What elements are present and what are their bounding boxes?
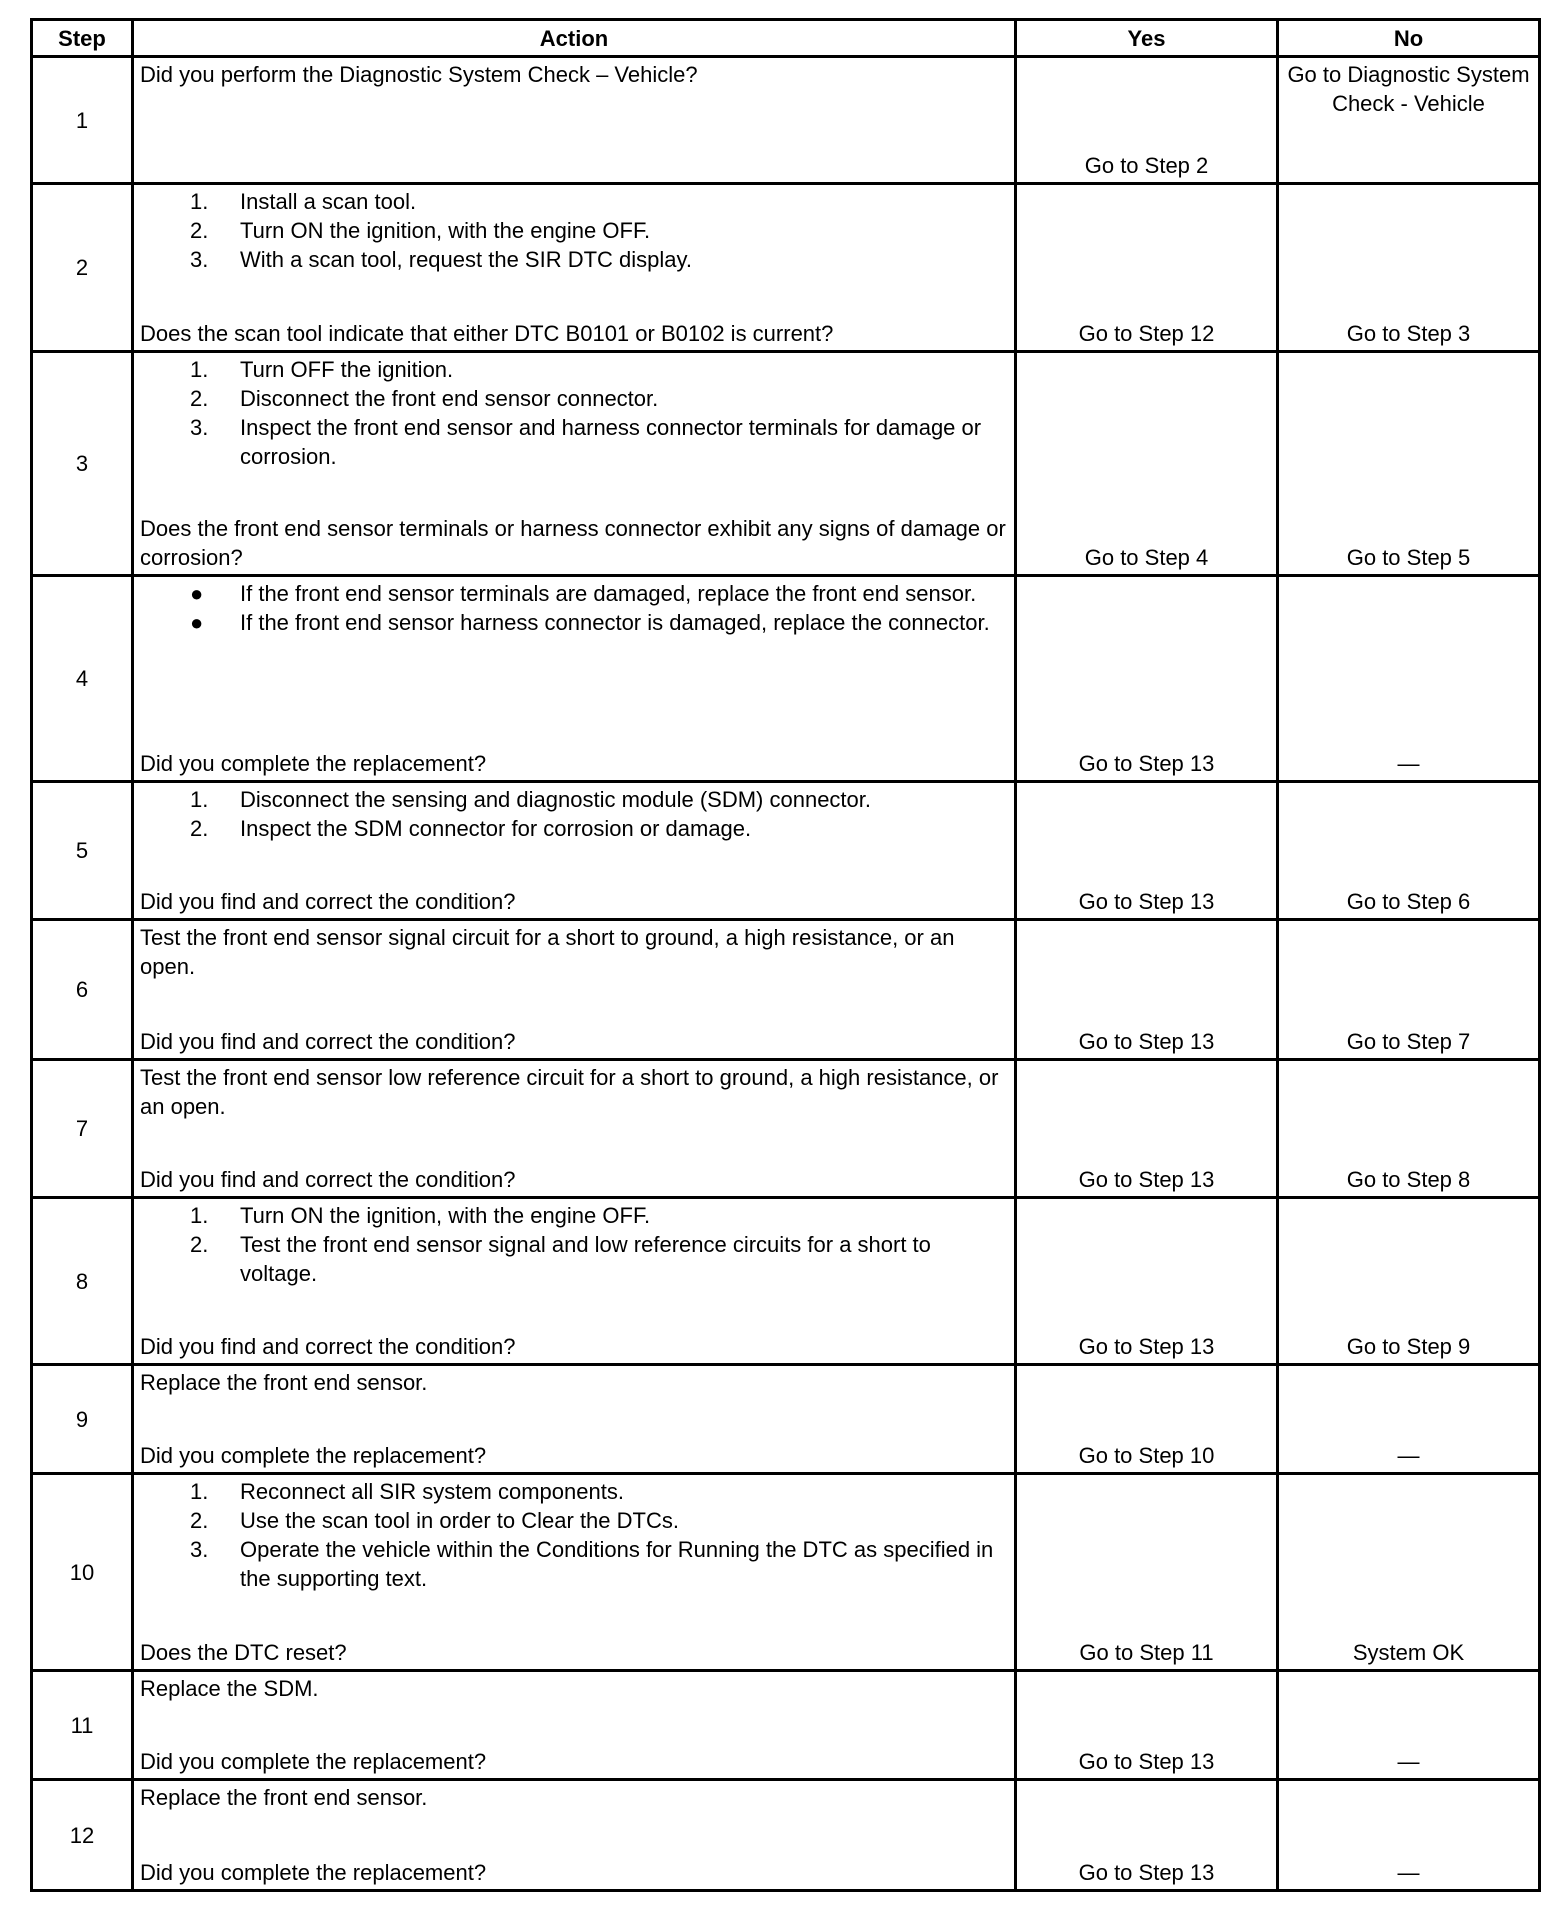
action-step-text: Inspect the front end sensor and harness connector terminals for damage or corrosion. bbox=[240, 415, 982, 469]
yes-cell: Go to Step 13 bbox=[1016, 1198, 1278, 1365]
step-number: 1. bbox=[190, 1203, 209, 1228]
no-cell: System OK bbox=[1278, 1474, 1540, 1671]
action-question: Did you complete the replacement? bbox=[140, 1860, 487, 1885]
header-yes: Yes bbox=[1016, 20, 1278, 57]
action-step-text: Disconnect the sensing and diagnostic module (SDM) connector. bbox=[240, 787, 872, 812]
no-cell: Go to Step 7 bbox=[1278, 920, 1540, 1060]
step-number-cell: 4 bbox=[32, 576, 133, 782]
action-question: Did you complete the replacement? bbox=[140, 751, 487, 776]
action-question: Did you complete the replacement? bbox=[140, 1443, 487, 1468]
step-number-cell: 5 bbox=[32, 782, 133, 920]
table-row bbox=[32, 920, 1540, 1060]
action-step-item bbox=[140, 1535, 1008, 1593]
step-number-cell: 6 bbox=[32, 920, 133, 1060]
step-number: 2. bbox=[190, 816, 209, 841]
step-number-cell: 12 bbox=[32, 1780, 133, 1891]
action-step-item bbox=[140, 608, 1008, 637]
action-cell bbox=[133, 184, 1016, 352]
action-step-text: Disconnect the front end sensor connector. bbox=[240, 386, 659, 411]
table-row bbox=[32, 352, 1540, 576]
table-row bbox=[32, 576, 1540, 782]
yes-cell: Go to Step 4 bbox=[1016, 352, 1278, 576]
action-text: Test the front end sensor low reference circuit for a short to ground, a high resistance, or an open. bbox=[140, 1065, 999, 1119]
no-cell: — bbox=[1278, 1780, 1540, 1891]
action-step-text: Operate the vehicle within the Conditions for Running the DTC as specified in the supporting text. bbox=[240, 1537, 994, 1591]
action-cell bbox=[133, 1474, 1016, 1671]
action-text: Replace the SDM. bbox=[140, 1676, 319, 1701]
action-cell bbox=[133, 920, 1016, 1060]
step-number: 1. bbox=[190, 357, 209, 382]
action-steps-list bbox=[140, 355, 1008, 471]
yes-cell: Go to Step 13 bbox=[1016, 1780, 1278, 1891]
table-row bbox=[32, 1780, 1540, 1891]
action-step-text: Inspect the SDM connector for corrosion or damage. bbox=[240, 816, 752, 841]
step-number-cell: 9 bbox=[32, 1365, 133, 1474]
action-text: Did you perform the Diagnostic System Check – Vehicle? bbox=[140, 62, 698, 87]
step-number-cell: 10 bbox=[32, 1474, 133, 1671]
action-question: Does the DTC reset? bbox=[140, 1640, 347, 1665]
step-number-cell: 8 bbox=[32, 1198, 133, 1365]
yes-cell: Go to Step 13 bbox=[1016, 1060, 1278, 1198]
no-cell: Go to Step 5 bbox=[1278, 352, 1540, 576]
header-row bbox=[32, 20, 1540, 57]
header-action: Action bbox=[133, 20, 1016, 57]
action-question: Does the front end sensor terminals or harness connector exhibit any signs of damage or corrosion? bbox=[140, 516, 1006, 570]
action-steps-list bbox=[140, 785, 1008, 843]
action-cell bbox=[133, 1060, 1016, 1198]
action-step-text: If the front end sensor harness connector is damaged, replace the connector. bbox=[240, 610, 990, 635]
no-cell: Go to Step 3 bbox=[1278, 184, 1540, 352]
action-step-item bbox=[140, 187, 1008, 216]
action-question: Did you find and correct the condition? bbox=[140, 1334, 516, 1359]
action-step-text: Turn ON the ignition, with the engine OFF. bbox=[240, 1203, 651, 1228]
yes-cell: Go to Step 13 bbox=[1016, 920, 1278, 1060]
action-steps-list bbox=[140, 579, 1008, 637]
step-number-cell: 1 bbox=[32, 57, 133, 184]
table-row bbox=[32, 57, 1540, 184]
action-step-text: Reconnect all SIR system components. bbox=[240, 1479, 624, 1504]
action-cell bbox=[133, 57, 1016, 184]
step-number-cell: 11 bbox=[32, 1671, 133, 1780]
action-step-text: Use the scan tool in order to Clear the DTCs. bbox=[240, 1508, 679, 1533]
table-row bbox=[32, 1060, 1540, 1198]
step-number-cell: 2 bbox=[32, 184, 133, 352]
bullet-icon: ● bbox=[190, 610, 204, 635]
yes-cell: Go to Step 11 bbox=[1016, 1474, 1278, 1671]
step-number: 1. bbox=[190, 189, 209, 214]
action-step-item bbox=[140, 216, 1008, 245]
action-step-text: Turn ON the ignition, with the engine OFF. bbox=[240, 218, 651, 243]
table-row bbox=[32, 1365, 1540, 1474]
action-step-item bbox=[140, 1201, 1008, 1230]
action-step-item bbox=[140, 579, 1008, 608]
yes-cell: Go to Step 13 bbox=[1016, 576, 1278, 782]
table-row bbox=[32, 782, 1540, 920]
no-cell: Go to Diagnostic System Check - Vehicle bbox=[1278, 57, 1540, 184]
action-text: Test the front end sensor signal circuit for a short to ground, a high resistance, or an open. bbox=[140, 925, 955, 979]
action-step-item bbox=[140, 1230, 1008, 1288]
bullet-icon: ● bbox=[190, 581, 204, 606]
step-number: 2. bbox=[190, 218, 209, 243]
action-question: Does the scan tool indicate that either DTC B0101 or B0102 is current? bbox=[140, 321, 834, 346]
action-text: Replace the front end sensor. bbox=[140, 1785, 428, 1810]
action-steps-list bbox=[140, 1201, 1008, 1288]
action-step-text: Turn OFF the ignition. bbox=[240, 357, 454, 382]
action-cell bbox=[133, 1671, 1016, 1780]
action-cell bbox=[133, 576, 1016, 782]
action-step-text: Test the front end sensor signal and low reference circuits for a short to voltage. bbox=[240, 1232, 931, 1286]
step-number: 2. bbox=[190, 1508, 209, 1533]
action-step-item bbox=[140, 1506, 1008, 1535]
action-steps-list bbox=[140, 187, 1008, 274]
action-question: Did you find and correct the condition? bbox=[140, 889, 516, 914]
yes-cell: Go to Step 12 bbox=[1016, 184, 1278, 352]
table-row bbox=[32, 1198, 1540, 1365]
step-number: 3. bbox=[190, 1537, 209, 1562]
action-cell bbox=[133, 352, 1016, 576]
step-number-cell: 3 bbox=[32, 352, 133, 576]
action-question: Did you find and correct the condition? bbox=[140, 1167, 516, 1192]
action-steps-list bbox=[140, 1477, 1008, 1593]
step-number: 2. bbox=[190, 386, 209, 411]
action-step-text: With a scan tool, request the SIR DTC display. bbox=[240, 247, 692, 272]
action-step-text: If the front end sensor terminals are damaged, replace the front end sensor. bbox=[240, 581, 977, 606]
action-step-item bbox=[140, 814, 1008, 843]
yes-cell: Go to Step 10 bbox=[1016, 1365, 1278, 1474]
step-number: 3. bbox=[190, 415, 209, 440]
no-cell: — bbox=[1278, 1365, 1540, 1474]
action-cell bbox=[133, 782, 1016, 920]
yes-cell: Go to Step 13 bbox=[1016, 782, 1278, 920]
action-step-item bbox=[140, 384, 1008, 413]
step-number: 1. bbox=[190, 787, 209, 812]
step-number: 1. bbox=[190, 1479, 209, 1504]
diagnostic-table bbox=[30, 18, 1541, 1892]
step-number: 3. bbox=[190, 247, 209, 272]
action-step-item bbox=[140, 1477, 1008, 1506]
yes-cell: Go to Step 13 bbox=[1016, 1671, 1278, 1780]
no-cell: Go to Step 9 bbox=[1278, 1198, 1540, 1365]
table-row bbox=[32, 1671, 1540, 1780]
action-step-item bbox=[140, 355, 1008, 384]
no-cell: Go to Step 6 bbox=[1278, 782, 1540, 920]
no-cell: Go to Step 8 bbox=[1278, 1060, 1540, 1198]
yes-cell: Go to Step 2 bbox=[1016, 57, 1278, 184]
action-text: Replace the front end sensor. bbox=[140, 1370, 428, 1395]
step-number: 2. bbox=[190, 1232, 209, 1257]
header-step: Step bbox=[32, 20, 133, 57]
action-step-item bbox=[140, 413, 1008, 471]
action-step-item bbox=[140, 785, 1008, 814]
action-cell bbox=[133, 1198, 1016, 1365]
action-step-text: Install a scan tool. bbox=[240, 189, 417, 214]
action-step-item bbox=[140, 245, 1008, 274]
no-cell: — bbox=[1278, 576, 1540, 782]
action-cell bbox=[133, 1365, 1016, 1474]
no-cell: — bbox=[1278, 1671, 1540, 1780]
step-number-cell: 7 bbox=[32, 1060, 133, 1198]
table-row bbox=[32, 1474, 1540, 1671]
action-question: Did you complete the replacement? bbox=[140, 1749, 487, 1774]
action-question: Did you find and correct the condition? bbox=[140, 1029, 516, 1054]
table-row bbox=[32, 184, 1540, 352]
header-no: No bbox=[1278, 20, 1540, 57]
action-cell bbox=[133, 1780, 1016, 1891]
